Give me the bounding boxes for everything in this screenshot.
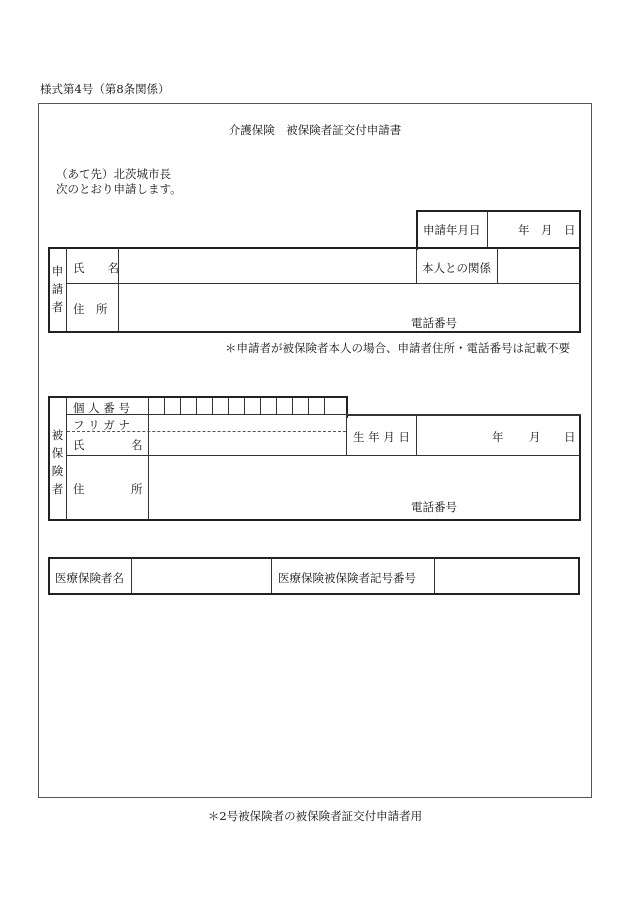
divider: [66, 397, 67, 519]
divider: [66, 248, 67, 331]
medical-insurer-field[interactable]: [132, 559, 271, 593]
applicant-name-label: 氏 名: [73, 261, 119, 275]
application-date-label: 申請年月日: [423, 223, 481, 237]
insured-birth-year-unit: 年: [492, 430, 504, 444]
application-month-unit: 月: [541, 223, 553, 237]
applicant-relation-field[interactable]: [498, 249, 580, 283]
insured-address-label-1: 住: [73, 482, 85, 496]
applicant-note: ＊申請者が被保険者本人の場合、申請者住所・電話番号は記載不要: [225, 341, 570, 355]
addressee: （あて先）北茨城市長: [56, 167, 171, 181]
insured-address-label-2: 所: [131, 482, 143, 496]
insured-id-label: 個 人 番 号: [73, 401, 130, 415]
medical-number-field[interactable]: [435, 559, 578, 593]
footer-note: ＊2号被保険者の被保険者証交付申請者用: [207, 809, 423, 823]
application-day-unit: 日: [564, 223, 576, 237]
applicant-phone-label: 電話番号: [411, 316, 457, 330]
addressee-block: [56, 167, 182, 197]
applicant-name-field[interactable]: [119, 249, 416, 283]
applicant-address-label: 住 所: [73, 302, 108, 316]
insured-address-field[interactable]: [149, 456, 580, 519]
medical-insurer-label: 医療保険者名: [55, 571, 124, 585]
applicant-relation-label: 本人との関係: [422, 261, 491, 275]
insured-birth-label: 生 年 月 日: [353, 430, 410, 444]
insured-phone-label: 電話番号: [411, 500, 457, 514]
insured-birth-month-unit: 月: [529, 430, 541, 444]
applicant-address-field[interactable]: [119, 284, 580, 331]
applicant-section-label: 申 請 者: [51, 264, 64, 314]
insured-birth-day-unit: 日: [564, 430, 576, 444]
insured-section-label: 被 保 険 者: [51, 428, 64, 496]
insured-furigana-label: フ リ ガ ナ: [73, 418, 130, 432]
divider: [271, 558, 272, 593]
insured-name-label-2: 名: [131, 438, 143, 452]
insured-furigana-field[interactable]: [149, 416, 346, 431]
insured-name-label-1: 氏: [73, 438, 85, 452]
divider: [416, 248, 417, 283]
form-title: 介護保険 被保険者証交付申請書: [228, 123, 402, 137]
form-number-label: 様式第4号（第8条関係）: [40, 82, 170, 96]
application-date-field[interactable]: [488, 211, 580, 248]
divider: [346, 416, 347, 455]
intro-text: 次のとおり申請します。: [56, 182, 182, 196]
application-year-unit: 年: [518, 223, 530, 237]
medical-number-label: 医療保険被保険者記号番号: [278, 571, 416, 585]
insured-name-field[interactable]: [149, 432, 346, 455]
